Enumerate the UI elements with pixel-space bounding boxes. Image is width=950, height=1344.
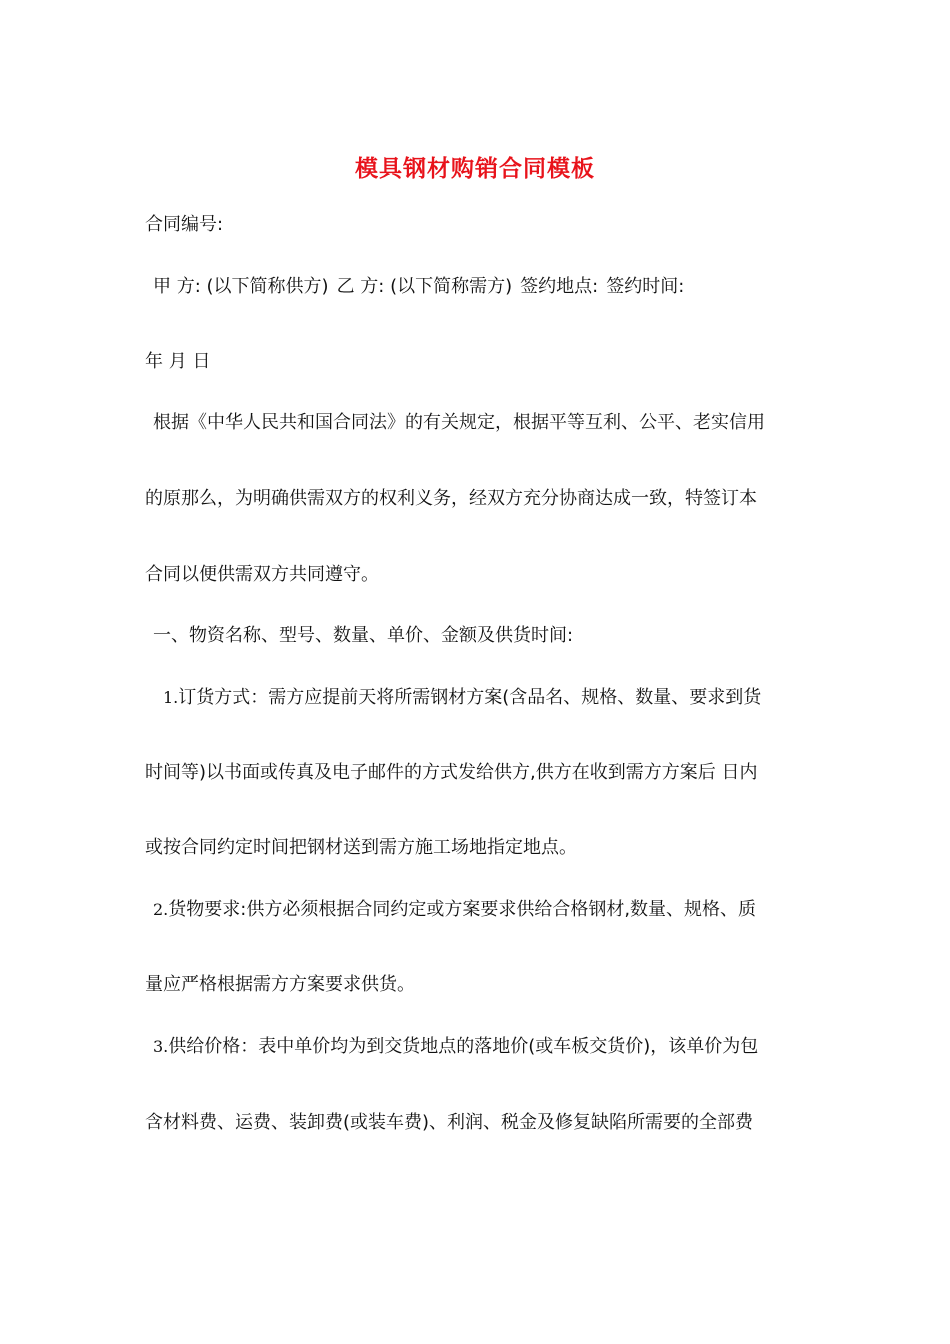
item-3-number: 3. bbox=[153, 1037, 169, 1056]
item-1-line: 或按合同约定时间把钢材送到需方施工场地指定地点。 bbox=[145, 837, 577, 858]
item-2-text: 货物要求:供方必须根据合同约定或方案要求供给合格钢材,数量、规格、质 bbox=[168, 899, 757, 920]
item-1-line bbox=[163, 685, 828, 711]
party-b: 乙 方: (以下简称需方) bbox=[336, 276, 513, 297]
contract-number-label: 合同编号: bbox=[145, 214, 224, 235]
sign-time-label: 签约时间: bbox=[606, 276, 685, 297]
sign-place-label: 签约地点: bbox=[520, 276, 599, 297]
section-1-heading: 一、物资名称、型号、数量、单价、金额及供货时间: bbox=[153, 625, 574, 646]
item-3-line bbox=[153, 1034, 818, 1060]
item-1-number: 1. bbox=[163, 688, 179, 707]
preamble-line: 的原那么，为明确供需双方的权利义务，经双方充分协商达成一致，特签订本 bbox=[145, 488, 757, 509]
party-a: 甲 方: (以下简称供方) bbox=[153, 276, 329, 297]
document-title: 模具钢材购销合同模板 bbox=[355, 156, 595, 182]
item-1-text: 订货方式：需方应提前天将所需钢材方案(含品名、规格、数量、要求到货 bbox=[178, 687, 762, 708]
item-2-line bbox=[153, 897, 818, 923]
preamble-line: 根据《中华人民共和国合同法》的有关规定，根据平等互利、公平、老实信用 bbox=[153, 412, 765, 433]
parties-line bbox=[153, 274, 818, 300]
item-3-text: 供给价格：表中单价均为到交货地点的落地价(或车板交货价)，该单价为包 bbox=[168, 1036, 759, 1057]
item-1-line: 时间等)以书面或传真及电子邮件的方式发给供方,供方在收到需方方案后 日内 bbox=[145, 762, 758, 783]
date-line: 年 月 日 bbox=[145, 351, 211, 372]
item-2-number: 2. bbox=[153, 900, 169, 919]
preamble-line: 合同以便供需双方共同遵守。 bbox=[145, 564, 379, 585]
item-2-line: 量应严格根据需方方案要求供货。 bbox=[145, 974, 415, 995]
item-3-line: 含材料费、运费、装卸费(或装车费)、利润、税金及修复缺陷所需要的全部费 bbox=[145, 1112, 754, 1133]
